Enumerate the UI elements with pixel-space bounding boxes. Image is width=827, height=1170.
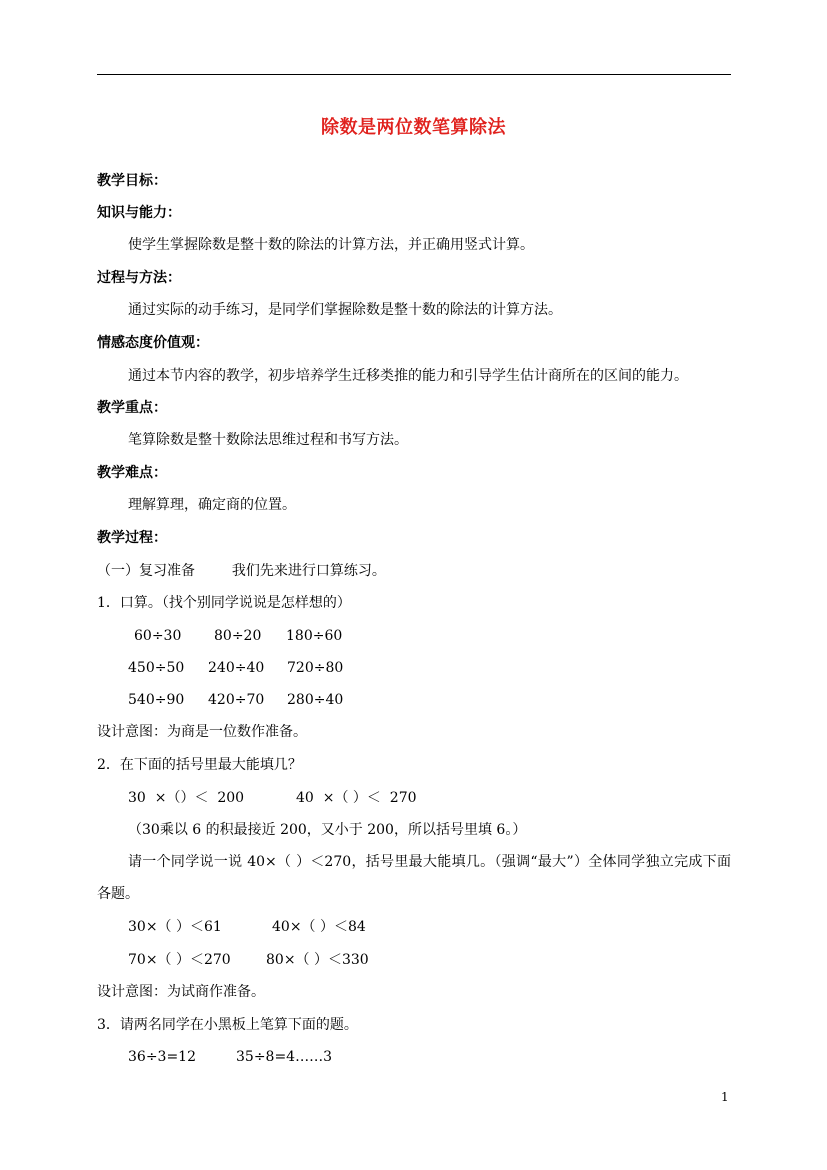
- calc-row: [128, 1048, 332, 1066]
- page-title: 除数是两位数笔算除法: [321, 117, 506, 138]
- oral-item: 450÷50: [128, 660, 185, 676]
- question-1: 1．口算。（找个别同学说说是怎样想的）: [97, 595, 351, 611]
- process-method-heading: 过程与方法：: [97, 270, 181, 286]
- oral-item: 420÷70: [208, 692, 265, 708]
- attitude-text: 通过本节内容的教学，初步培养学生迁移类推的能力和引导学生估计商所在的区间的能力。: [128, 368, 688, 384]
- design-note-1: 设计意图：为商是一位数作准备。: [97, 724, 307, 740]
- oral-item: 720÷80: [287, 660, 344, 676]
- oral-row-1: [134, 627, 342, 645]
- knowledge-text: 使学生掌握除数是整十数的除法的计算方法，并正确用竖式计算。: [128, 237, 534, 253]
- question-2: 2．在下面的括号里最大能填几？: [97, 757, 302, 773]
- design-note-2: 设计意图：为试商作准备。: [97, 984, 265, 1000]
- difficulties-heading: 教学难点：: [97, 465, 167, 481]
- header-rule: [97, 74, 731, 75]
- key-points-heading: 教学重点：: [97, 400, 167, 416]
- objectives-heading: 教学目标：: [97, 173, 167, 189]
- difficulties-text: 理解算理，确定商的位置。: [128, 497, 296, 513]
- review-text: 我们先来进行口算练习。: [231, 563, 386, 579]
- inequality-row-1: [128, 918, 366, 936]
- calc-item: 35÷8=4……3: [236, 1049, 332, 1065]
- process-method-text: 通过实际的动手练习，是同学们掌握除数是整十数的除法的计算方法。: [128, 302, 562, 318]
- ask-paragraph: 请一个同学说一说 40×（ ）＜270，括号里最大能填几。（强调“最大”）全体同学独立完成下面各题。: [97, 854, 731, 902]
- oral-row-2: [128, 659, 343, 677]
- oral-item: 540÷90: [128, 692, 185, 708]
- review-line: [97, 562, 386, 580]
- explanation: （30乘以 6 的积最接近 200，又小于 200，所以括号里填 6。）: [128, 822, 527, 838]
- oral-row-3: [128, 691, 343, 709]
- attitude-heading: 情感态度价值观：: [97, 335, 209, 351]
- oral-item: 60÷30: [134, 628, 182, 644]
- oral-item: 280÷40: [287, 692, 344, 708]
- oral-item: 240÷40: [208, 660, 265, 676]
- page-number: 1: [721, 1090, 729, 1104]
- fill-row: [128, 789, 417, 807]
- calc-item: 36÷3=12: [128, 1049, 196, 1065]
- knowledge-heading: 知识与能力：: [97, 205, 181, 221]
- review-label: （一）复习准备: [97, 563, 195, 579]
- procedure-heading: 教学过程：: [97, 530, 167, 546]
- inequality-item: 70×（ ）＜270: [128, 952, 231, 968]
- inequality-item: 80×（ ）＜330: [266, 952, 369, 968]
- fill-item: 40 ×（ ）＜ 270: [296, 790, 417, 806]
- inequality-item: 30×（ ）＜61: [128, 919, 222, 935]
- oral-item: 80÷20: [214, 628, 262, 644]
- inequality-row-2: [128, 951, 369, 969]
- question-3: 3．请两名同学在小黑板上笔算下面的题。: [97, 1017, 358, 1033]
- fill-item: 30 ×（）＜ 200: [128, 790, 245, 806]
- oral-item: 180÷60: [286, 628, 343, 644]
- inequality-item: 40×（ ）＜84: [272, 919, 366, 935]
- key-points-text: 笔算除数是整十数除法思维过程和书写方法。: [128, 432, 408, 448]
